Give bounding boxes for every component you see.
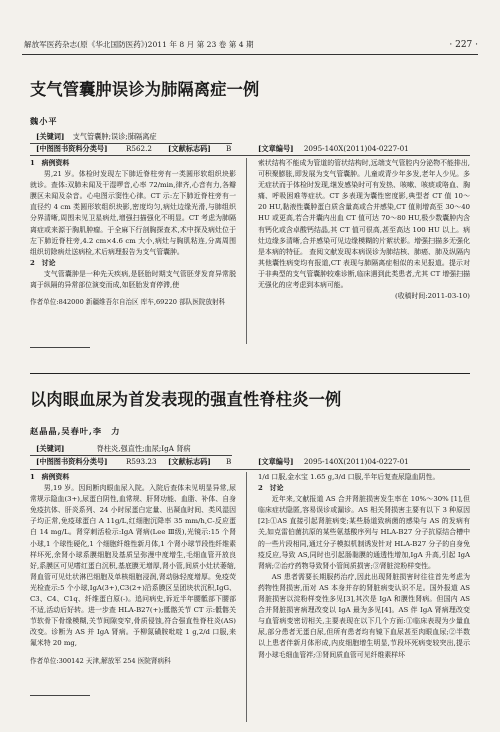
- section-heading: 1 病例资料: [30, 473, 70, 481]
- body-paragraph: 男,19 岁。因间断肉眼血尿入院。入院后查体未见明显异常,尿常规示隐血(3+),尿蛋白阴性,血常规、肝肾功能、血脂、补体、自身免疫抗体、肝炎系列、24 小时尿蛋白定量、出凝血时间、类风湿因子均正常,免疫球蛋白 A 11g/L,红细胞沉降率 35 mm/h,C-反应蛋白 14 mg/L。肾穿刺活检示:IgA 肾病(Lee Ⅲ级),光镜示:15 个肾小球,1 个球性硬化,1 个细胞纤维性新月体,1 个肾小球节段性纤维素样坏死,余肾小球系膜细胞及基质呈弥漫中度增生,毛细血管开放良好,系膜区可见嗜红蛋白沉积,基底膜无增厚,肾小管,间质小灶状萎缩,肾血管可见灶状淋巴细胞及单核细胞浸润,肾动脉轻度增厚。免疫荧光检查示:5 个小球,IgA(3+),C3(2+)沿系膜区呈团块状沉积,IgG、C3、C4、C1q、纤维蛋白原(-)。追问病史,诉近半年腰骶部下腰部不适,活动后好转。进一步查 HLA-B27(+);骶髂关节 CT 示:骶髂关节软骨下骨缘模糊,关节间隙变窄,骨质侵蚀,符合强直性脊柱炎(AS)改变。诊断为 AS 并 IgA 肾病。予柳氮磺胺吡啶 1 g,2/d 口服,来氟米特 20 mg,: [30, 484, 236, 648]
- doc-code-value: B: [226, 144, 232, 153]
- article-title: 支气管囊肿误诊为肺隔离症一例: [30, 80, 260, 99]
- classification-rule: [30, 469, 470, 470]
- clc-value: R593.23: [126, 457, 157, 466]
- doc-code-value: B: [226, 457, 232, 466]
- author-affiliation: 作者单位:300142 天津,解放军 254 医院肾病科: [30, 656, 171, 665]
- article-number-row: [258, 457, 409, 467]
- keywords-row: [36, 132, 157, 142]
- header-rule: [22, 54, 478, 55]
- body-paragraph: 近年来,文献报道 AS 合并肾脏损害发生率在 10%～30% [1],但临床症状隐匿,容易误诊或漏诊。AS 相关肾损害主要有以下 3 种原因[2]:①AS 直接引起肾脏病变;某些肠道致病菌的感染与 AS 的发病有关,如克雷伯菌抗原的某些氨基酸序列与 HLA-B27 分子抗原结合槽中的一些片段相同,通过分子模拟机制诱发针对 HLA-B27 分子的自身免疫反应,导致 AS,同时也引起肠黏膜的通透性增加,IgA 升高,引起 IgA 肾病;②治疗药物导致肾小管间质损害;③肾脏淀粉样变性。: [258, 495, 470, 570]
- received-date: (收稿时间:2011-03-10): [395, 292, 470, 301]
- article-2-right-column: [258, 472, 470, 661]
- article-2-left-column: [30, 472, 236, 667]
- keywords-label: [关键词]: [36, 444, 65, 453]
- article-no-value: 2095-140X(2011)04-0227-01: [303, 457, 409, 466]
- article-1-left-column: [30, 158, 236, 308]
- article-authors: 魏小平: [30, 116, 58, 126]
- doc-code-label: [文献标志码]: [168, 457, 211, 466]
- running-header: [24, 38, 478, 52]
- article-no-label: [文章编号]: [258, 144, 294, 153]
- keywords-row: [36, 444, 191, 454]
- author-affiliation: 作者单位:842000 新疆维吾尔自治区 库车,69220 部队医院放射科: [30, 298, 226, 307]
- section-heading: 1 病例资料: [30, 159, 70, 167]
- keywords-rule: [30, 455, 232, 456]
- body-paragraph: 支气管囊肿是一种先天疾病,是胚胎时期支气管胚芽发育异常脱离于纵隔的异常部位演变而成,如胚胎发育停滞,使: [30, 269, 236, 290]
- keywords: 支气管囊肿;误诊;肺隔离症: [72, 132, 157, 141]
- body-paragraph: 男,21 岁。体检时发现左下肺近脊柱旁有一类圆形软组织块影就诊。查体:双肺未闻及干湿啰音,心率 72/min,律齐,心音有力,各瓣膜区未闻及杂音。心电图示窦性心律。CT 示:左下肺近脊柱旁有一直径约 4 cm 类圆形软组织块影,密度均匀,病灶边缘光滑,与肺组织分界清晰,周围未见卫星病灶,增强扫描强化不明显。CT 考虑为肺隔离症或来源于胸肌肿瘤。于全麻下行剖胸探查术,术中探及病灶位于左下肺近脊柱旁,4.2 cm×4.6 cm 大小,病灶与胸肌粘连,分离周围组织切除病灶送病检,术后病理报告为支气管囊肿。: [30, 170, 236, 256]
- clc-value: R562.2: [126, 144, 152, 153]
- journal-citation: 解放军医药杂志(原《华北国防医药》)2011 年 8 月 第 23 卷 第 4 期: [24, 40, 254, 49]
- article-number-row: [258, 144, 409, 154]
- keywords-label: [关键词]: [36, 132, 65, 141]
- article-title: 以肉眼血尿为首发表现的强直性脊柱炎一例: [30, 390, 342, 409]
- article-1-right-column: [258, 158, 470, 302]
- clc-label: [中图图书资料分类号]: [36, 457, 108, 466]
- section-heading: 2 讨论: [258, 484, 284, 493]
- body-paragraph: 1/d 口服,金水宝 1.65 g,3/d 口服,半年后复查尿隐血阴性。: [258, 473, 440, 481]
- article-authors: 赵晶晶,吴春叶,李 力: [30, 426, 121, 436]
- article-no-value: 2095-140X(2011)04-0227-01: [303, 144, 409, 153]
- section-heading: 2 讨论: [30, 258, 56, 267]
- keywords: 脊柱炎,强直性;血尿;IgA 肾病: [96, 444, 191, 453]
- column-divider: [246, 472, 247, 722]
- footnote-rule: [30, 347, 90, 348]
- article-no-label: [文章编号]: [258, 457, 294, 466]
- article-separator: [30, 373, 470, 374]
- classification-rule: [30, 155, 470, 156]
- column-divider: [246, 158, 247, 344]
- clc-label: [中图图书资料分类号]: [36, 144, 108, 153]
- footnote-rule: [30, 695, 90, 696]
- body-paragraph: AS 患者需要长期服药治疗,因此出现肾脏损害时往往首先考虑为药物性肾损害,而对 AS 本身并存的肾脏病变认识不足。国外报道 AS 肾脏损害以淀粉样变性多见[3],其次是 IgA 和膜性肾病。但国内 AS 合并肾脏损害病理改变以 IgA 最为多见[4]。AS 伴 IgA 肾病理改变与血管病变密切相关,主要表现在以下几个方面:①临床表现为少量血尿,部分患者无蛋白尿,但所有患者均有镜下血尿甚至肉眼血尿;②半数以上患者伴新月体形成,内皮细胞增生明显,节段坏死病变较突出,提示肾小球毛细血管袢;③肾间质血管可见纤维素样坏: [258, 572, 470, 659]
- doc-code-label: [文献标志码]: [168, 144, 211, 153]
- body-paragraph: 索状结构不能成为管道的管状结构时,远端支气管腔内分泌物不能排出,可积聚膨胀,即发展为支气管囊肿。儿童或青少年多发,老年人少见。多无症状而于体检时发现,继发感染时可有发热、咳嗽、咳痰或咯血、胸痛、呼吸困难等症状。CT 多表现为囊性密度影,典型者 CT 值 10～20 HU,黏液性囊肿蛋白质含量高或合并感染,CT 值则增高至 30～40 HU 或更高,若合并囊内出血 CT 值可达 70～80 HU,极少数囊肿内含有钙化或含卓酸钙结晶,其 CT 值可很高,甚至高达 100 HU 以上。病灶边缘多清晰,合并感染可见边缘模糊的片絮状影。增强扫描多无强化是本病的特征。 查阅文献发现本病误诊为肺结核、肺癌、肺及纵隔内其他囊性病变均有报道,CT 表现与肺隔离症相似的未见报道。提示对于非典型的支气管囊肿较难诊断,临床遇到此类患者,尤其 CT 增强扫描无强化的应考虑到本病可能。: [258, 159, 470, 290]
- page-number: · 227 ·: [449, 40, 478, 50]
